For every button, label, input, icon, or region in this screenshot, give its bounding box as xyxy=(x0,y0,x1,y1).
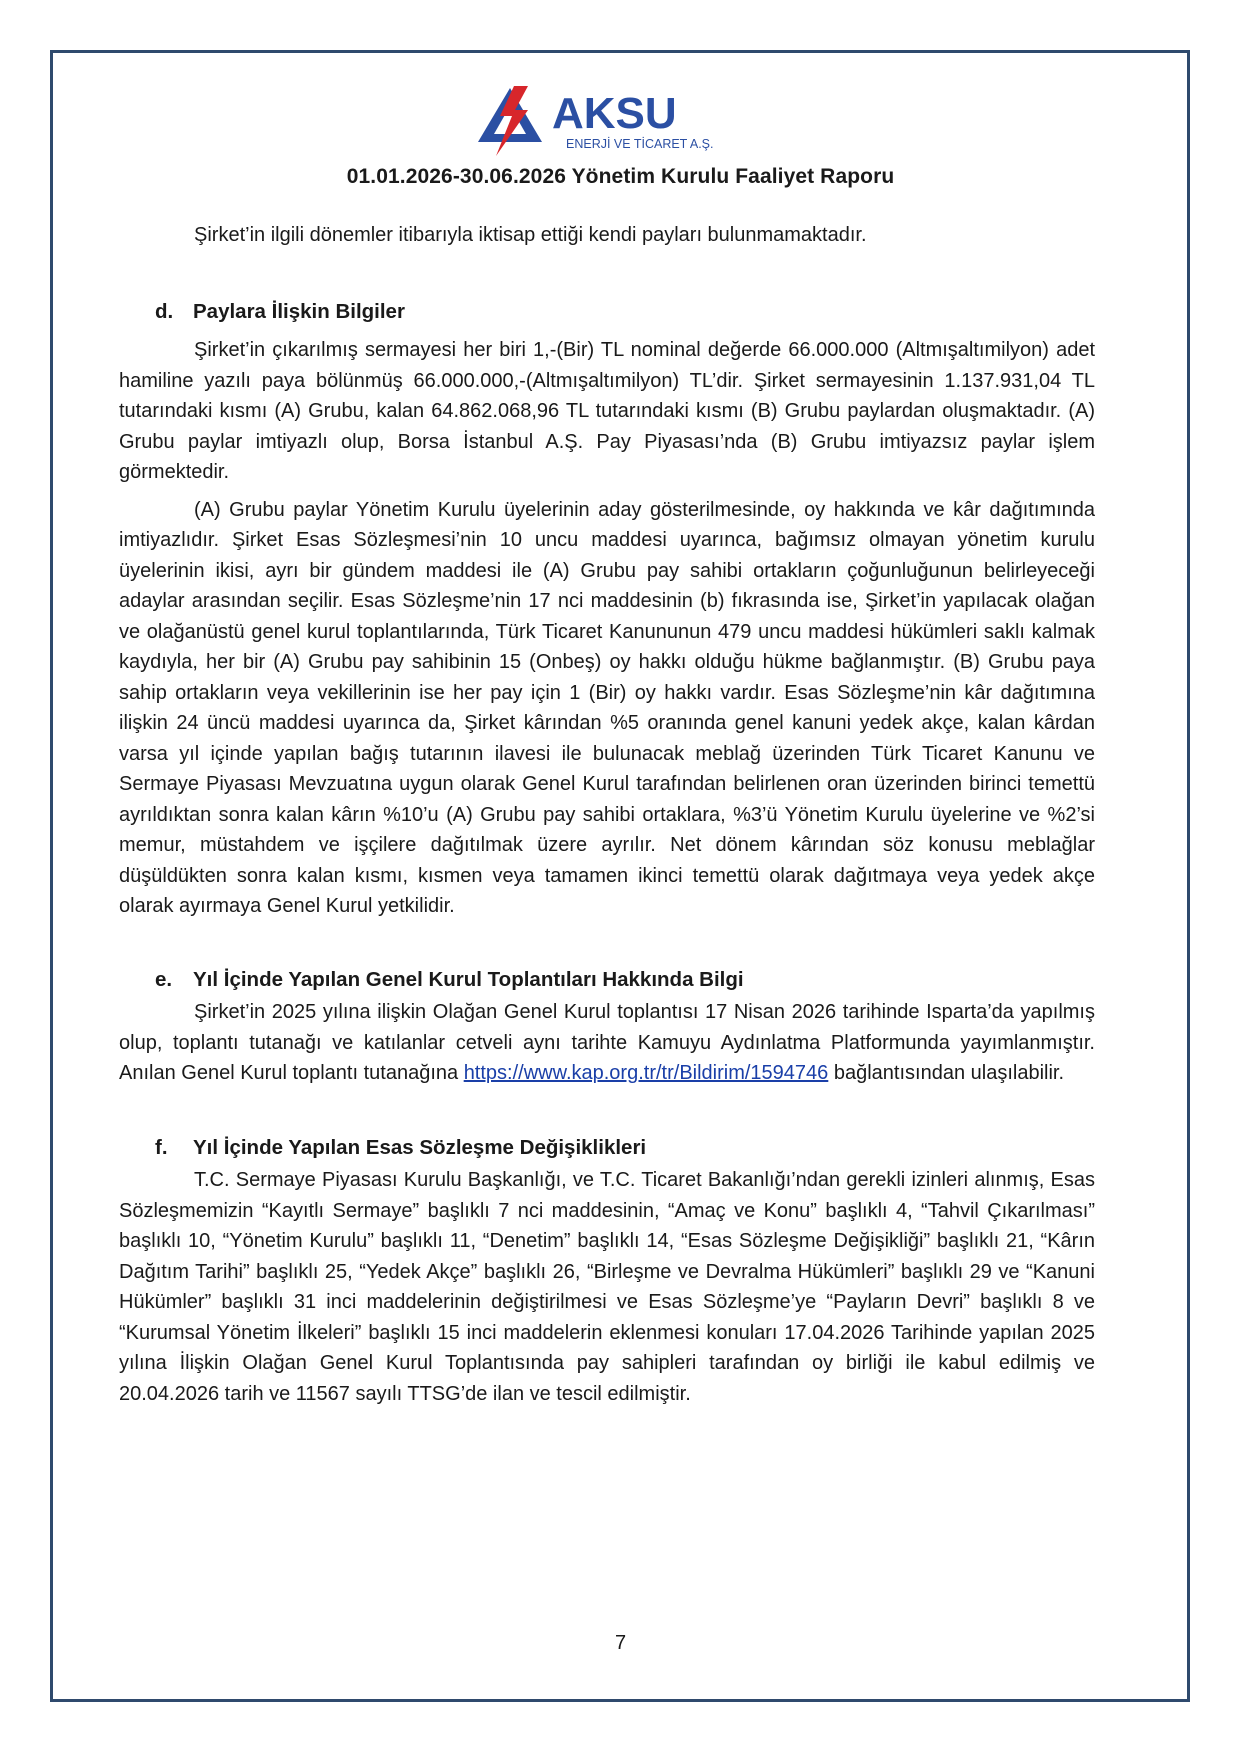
section-d-title: Paylara İlişkin Bilgiler xyxy=(193,299,405,323)
section-e-text: Şirket’in 2025 yılına ilişkin Olağan Genel Kurul toplantısı 17 Nisan 2026 tarihinde Isparta’da yapılmış olup, toplantı tutanağı ve katılanlar cetveli aynı tarihte Kamuyu Aydınlatma Platformunda yayımlanmıştır. Anılan Genel Kurul toplantı tutanağına xyxy=(119,1001,1095,1084)
section-d-heading xyxy=(119,297,1095,328)
company-logo xyxy=(470,82,730,160)
intro-paragraph: Şirket’in ilgili dönemler itibarıyla iktisap ettiği kendi payları bulunmamaktadır. xyxy=(194,224,867,246)
logo-brand-text: AKSU xyxy=(552,89,677,138)
section-e-heading xyxy=(119,965,1095,996)
section-e-title: Yıl İçinde Yapılan Genel Kurul Toplantıları Hakkında Bilgi xyxy=(193,967,744,991)
section-e-text-end: bağlantısından ulaşılabilir. xyxy=(828,1062,1065,1084)
section-f-paragraph: T.C. Sermaye Piyasası Kurulu Başkanlığı, ve T.C. Ticaret Bakanlığı’ndan gerekli izinleri alınmış, Esas Sözleşmemizin “Kayıtlı Sermaye” başlıklı 7 nci maddesinin, “Amaç ve Konu” başlıklı 4, “Tahvil Çıkarılması” başlıklı 10, “Yönetim Kurulu” başlıklı 11, “Denetim” başlıklı 14, “Esas Sözleşme Değişikliği” başlıklı 21, “Kârın Dağıtım Tarihi” başlıklı 25, “Yedek Akçe” başlıklı 26, “Birleşme ve Devralma Hükümleri” başlıklı 29 ve “Kanuni Hükümler” başlıklı 31 inci maddelerinin değiştirilmesi ve Esas Sözleşme’ye “Payların Devri” başlıklı 8 ve “Kurumsal Yönetim İlkeleri” başlıklı 15 inci maddelerin eklenmesi konuları 17.04.2026 Tarihinde yapılan 2025 yılına İlişkin Olağan Genel Kurul Toplantısında pay sahipleri tarafından oy birliği ile kabul edilmiş ve 20.04.2026 tarih ve 11567 sayılı TTSG’de ilan ve tescil edilmiştir. xyxy=(119,1169,1095,1405)
page-number: 7 xyxy=(614,1632,627,1654)
logo-tagline-text: ENERJİ VE TİCARET A.Ş. xyxy=(566,137,714,151)
section-e-paragraph xyxy=(119,997,1095,1089)
section-f-letter: f. xyxy=(155,1135,168,1159)
section-d-paragraph-2: (A) Grubu paylar Yönetim Kurulu üyelerinin aday gösterilmesinde, oy hakkında ve kâr dağıtımında imtiyazlıdır. Şirket Esas Sözleşmesi’nin 10 uncu maddesi uyarınca, bağımsız olmayan yönetim kurulu üyelerinin ikisi, ayrı bir gündem maddesi ile (A) Grubu pay sahibi ortakların çoğunluğunun belirleyeceği adaylar arasından seçilir. Esas Sözleşme’nin 17 nci maddesinin (b) fıkrasında ise, Şirket’in yapılacak olağan ve olağanüstü genel kurul toplantılarında, Türk Ticaret Kanununun 479 uncu maddesi hükümleri saklı kalmak kaydıyla, her bir (A) Grubu pay sahibinin 15 (Onbeş) oy hakkı olduğu hükme bağlanmıştır. (B) Grubu paya sahip ortakların veya vekillerinin ise her pay için 1 (Bir) oy hakkı vardır. Esas Sözleşme’nin kâr dağıtımına ilişkin 24 üncü maddesi uyarınca da, Şirket kârından %5 oranında genel kanuni yedek akçe, kalan kârdan varsa yıl içinde yapılan bağış tutarının ilavesi ile bulunacak meblağ üzerinden Türk Ticaret Kanunu ve Sermaye Piyasası Mevzuatına uygun olarak Genel Kurul tarafından belirlenen oran üzerinden birinci temettü ayrıldıktan sonra kalan kârın %10’u (A) Grubu pay sahibi ortaklara, %3’ü Yönetim Kurulu üyelerine ve %2’si memur, müstahdem ve işçilere dağıtılmak üzere ayrılır. Net dönem kârından söz konusu meblağlar düşüldükten sonra kalan kısmı, kısmen veya tamamen ikinci temettü olarak dağıtmaya veya yedek akçe olarak ayırmaya Genel Kurul yetkilidir. xyxy=(119,498,1095,917)
section-f-heading xyxy=(119,1133,1095,1164)
section-d-letter: d. xyxy=(155,299,174,323)
aksu-logo-icon xyxy=(470,82,730,160)
section-f-title: Yıl İçinde Yapılan Esas Sözleşme Değişiklikleri xyxy=(193,1135,647,1159)
section-e-letter: e. xyxy=(155,967,173,991)
document-body xyxy=(119,220,1095,1409)
kap-announcement-link[interactable]: https://www.kap.org.tr/tr/Bildirim/1594746 xyxy=(463,1062,829,1084)
section-d-paragraph-1: Şirket’in çıkarılmış sermayesi her biri 1,-(Bir) TL nominal değerde 66.000.000 (Altmışaltımilyon) adet hamiline yazılı paya bölünmüş 66.000.000,-(Altmışaltımilyon) TL’dir. Şirket sermayesinin 1.137.931,04 TL tutarındaki kısmı (A) Grubu, kalan 64.862.068,96 TL tutarındaki kısmı (B) Grubu paylardan oluşmaktadır. (A) Grubu paylar imtiyazlı olup, Borsa İstanbul A.Ş. Pay Piyasası’nda (B) Grubu imtiyazsız paylar işlem görmektedir. xyxy=(119,339,1095,483)
report-title: 01.01.2026-30.06.2026 Yönetim Kurulu Faaliyet Raporu xyxy=(346,165,895,188)
